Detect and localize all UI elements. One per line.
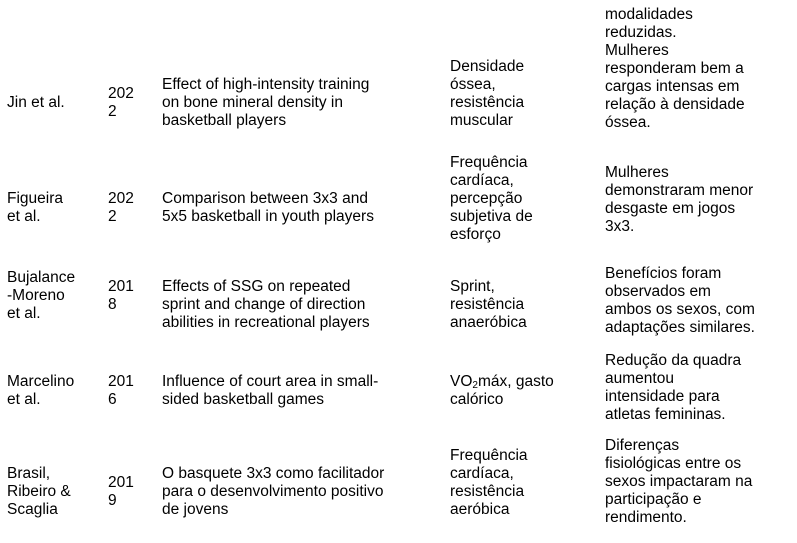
year-cell: 202 2 [108, 85, 134, 120]
study-title-cell: Effects of SSG on repeated sprint and change of direction abilities in recreational players [162, 278, 370, 331]
result-cell: Mulheres demonstraram menor desgaste em jogos 3x3. [605, 164, 754, 235]
author-cell: Marcelino et al. [7, 373, 75, 408]
variables-cell: $VO_2máx$, gasto calórico [450, 373, 554, 408]
year-cell: 201 8 [108, 278, 134, 313]
study-title-cell: Influence of court area in small- sided basketball games [162, 373, 379, 408]
year-cell: 201 6 [108, 373, 134, 408]
result-cell-continued: modalidades reduzidas. Mulheres responderam bem a cargas intensas em relação à densidade óssea. [605, 6, 745, 131]
study-title-cell: Effect of high-intensity training on bone mineral density in basketball players [162, 76, 370, 129]
variables-cell: Sprint, resistência anaeróbica [450, 278, 527, 331]
variables-cell: Frequência cardíaca, percepção subjetiva de esforço [450, 154, 533, 243]
result-cell: Redução da quadra aumentou intensidade para atletas femininas. [605, 352, 742, 423]
year-cell: 201 9 [108, 474, 134, 509]
result-cell: Diferenças fisiológicas entre os sexos impactaram na participação e rendimento. [605, 437, 753, 526]
year-cell: 202 2 [108, 190, 134, 225]
author-cell: Bujalance -Moreno et al. [7, 269, 76, 322]
variables-cell: Densidade óssea, resistência muscular [450, 58, 525, 129]
result-cell: Benefícios foram observados em ambos os sexos, com adaptações similares. [605, 265, 755, 336]
study-title-cell: O basquete 3x3 como facilitador para o desenvolvimento positivo de jovens [162, 465, 385, 518]
variables-cell: Frequência cardíaca, resistência aeróbica [450, 447, 528, 518]
author-cell: Brasil, Ribeiro & Scaglia [7, 465, 71, 518]
subscript-2: 2 [472, 380, 478, 391]
author-cell: Jin et al. [7, 94, 65, 111]
study-title-cell: Comparison between 3x3 and 5x5 basketball in youth players [162, 190, 374, 225]
author-cell: Figueira et al. [7, 190, 63, 225]
